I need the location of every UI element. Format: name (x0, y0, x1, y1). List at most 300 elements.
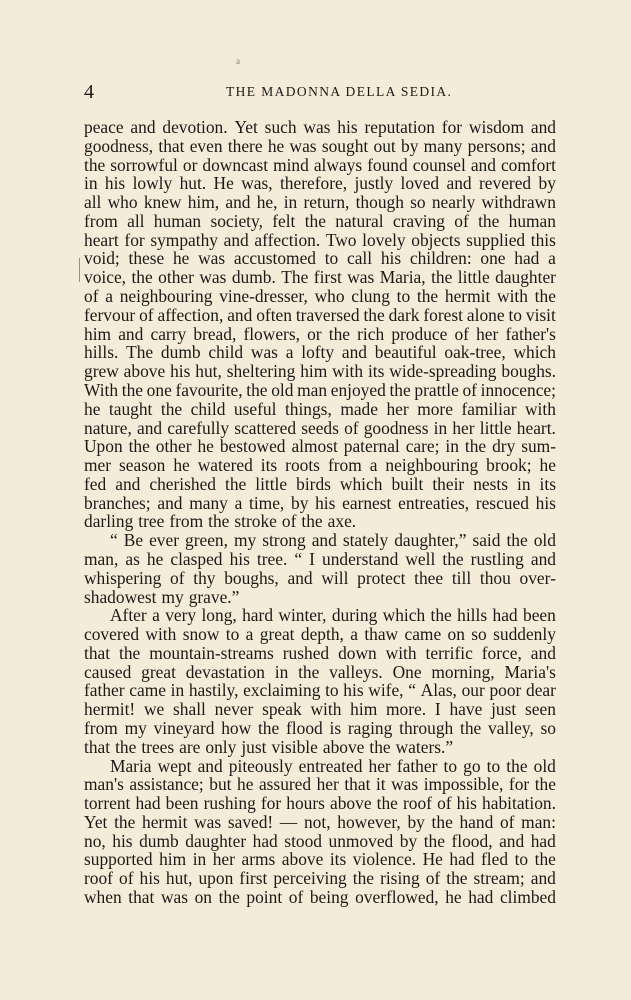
text-line (84, 381, 556, 400)
word: tree (138, 511, 165, 532)
word: such (264, 117, 297, 137)
word: till (451, 567, 472, 588)
word: with (385, 642, 417, 663)
word: With (84, 379, 119, 400)
word: the (464, 436, 487, 457)
word: the (363, 304, 385, 325)
word: was, (241, 173, 273, 194)
word: revered (479, 173, 532, 194)
text-line (84, 869, 556, 888)
word: the (442, 548, 464, 569)
word: his (170, 361, 191, 382)
word: of (281, 511, 297, 532)
word: out (373, 135, 396, 156)
text-line (84, 174, 556, 193)
word: daughter,” (394, 530, 467, 551)
word: devotion. (162, 117, 228, 137)
word: carry (150, 323, 187, 344)
word: “ (110, 530, 118, 551)
word: roof (84, 868, 113, 889)
word: a (245, 624, 254, 645)
word: was (289, 135, 317, 156)
word: so (410, 192, 426, 213)
word: branches; (84, 492, 151, 513)
word: justly (354, 173, 394, 194)
word: the (534, 849, 556, 870)
text-line (84, 644, 556, 663)
word: valley, (488, 718, 534, 738)
word: flood (286, 718, 323, 738)
word: his (315, 492, 336, 513)
word: for (124, 229, 145, 250)
word: however, (337, 811, 401, 832)
word: or (307, 323, 322, 344)
word: and (530, 548, 556, 569)
word: poor (489, 680, 522, 701)
word: thee (414, 567, 444, 588)
word: father's (505, 323, 556, 344)
text-line (84, 663, 556, 682)
text-line (84, 137, 556, 156)
word: almost (291, 436, 338, 457)
word: cherished (149, 473, 216, 494)
word: a (152, 605, 160, 626)
word: her (368, 755, 391, 776)
word: in (283, 192, 298, 213)
word: to (325, 680, 339, 701)
word: — (279, 811, 298, 832)
word: green, (185, 530, 228, 551)
word: on (194, 887, 212, 908)
word: felt (272, 210, 296, 231)
text-line (84, 757, 556, 776)
word: with (524, 398, 556, 419)
word: call (346, 248, 373, 269)
word: will (321, 567, 349, 588)
word: point (246, 887, 283, 908)
word: been (523, 605, 556, 626)
word: the (131, 267, 153, 288)
word: her (386, 398, 409, 419)
word: from (327, 455, 362, 476)
word: the (389, 379, 411, 400)
word: I (309, 548, 315, 569)
word: just (491, 699, 517, 720)
word: built (391, 473, 424, 494)
word: Maria, (379, 267, 426, 288)
word: the (246, 379, 268, 400)
word: torrent (84, 793, 131, 814)
word: stroke (234, 511, 277, 532)
word: for (260, 793, 282, 814)
word: for (441, 117, 463, 137)
word: many (189, 492, 228, 513)
word: things, (284, 398, 332, 419)
text-line (84, 212, 556, 231)
word: a (548, 248, 556, 269)
word: the (208, 511, 230, 532)
word: of (437, 793, 452, 814)
word: he (84, 398, 101, 419)
word: to (514, 849, 529, 870)
word: the (431, 811, 453, 832)
word: stream; (473, 868, 525, 889)
word: old (533, 530, 556, 551)
text-line (84, 249, 556, 268)
word: Alas, (420, 680, 457, 701)
word: him (159, 849, 187, 870)
word: alone (466, 304, 505, 325)
text-line (84, 362, 556, 381)
word: hermit (142, 811, 188, 832)
word: Upon (84, 436, 123, 457)
word: even (189, 135, 223, 156)
word: boughs. (501, 361, 556, 382)
word: stood (284, 830, 322, 851)
word: so (471, 624, 487, 645)
word: man, (84, 548, 119, 569)
word: supplied (466, 229, 526, 250)
word: was (160, 887, 188, 908)
word: in (84, 173, 98, 194)
text-line (84, 118, 556, 137)
word: from (84, 210, 118, 231)
word: he (146, 548, 164, 569)
word: long, (201, 605, 237, 626)
word: little (255, 473, 288, 494)
word: all (127, 210, 145, 231)
word: comfort (500, 154, 556, 175)
word: shadowest (84, 586, 157, 607)
word: and (341, 342, 367, 363)
word: goodness, (84, 135, 154, 156)
text-line (84, 231, 556, 250)
word: oak-tree, (444, 342, 506, 363)
word: was (347, 267, 375, 288)
word: he, (256, 192, 278, 213)
word: thy (193, 567, 216, 588)
word: favourite, (175, 379, 243, 400)
word: whispering (84, 567, 162, 588)
word: scattered (234, 417, 297, 438)
word: counsel (412, 154, 466, 175)
word: winter, (278, 605, 327, 626)
text-line (84, 531, 556, 550)
word: upon (198, 868, 234, 889)
word: by (401, 135, 419, 156)
word: rushed (282, 642, 330, 663)
word: suddenly (493, 624, 556, 645)
word: the (416, 286, 439, 307)
word: many (423, 135, 463, 156)
word: supported (84, 849, 153, 870)
word: its (539, 473, 556, 494)
word: there (227, 135, 263, 156)
word: great (141, 661, 176, 682)
word: saved! (227, 811, 274, 832)
word: from (84, 718, 118, 738)
word: to (486, 755, 501, 776)
word: he (445, 887, 462, 908)
word: a (369, 455, 378, 476)
word: rising (380, 868, 420, 889)
word: only (205, 736, 237, 757)
word: of (288, 887, 304, 908)
word: he (173, 455, 190, 476)
word: in (274, 661, 289, 682)
word: wife, (368, 680, 404, 701)
word: the (352, 868, 375, 889)
word: over- (519, 567, 556, 588)
text-line (84, 494, 556, 513)
word: terrific (425, 642, 473, 663)
word: hills. (84, 342, 119, 363)
text-line (84, 456, 556, 475)
word: exclaiming (243, 680, 321, 701)
word: who (314, 286, 345, 307)
word: and (157, 492, 183, 513)
word: other (155, 436, 192, 457)
word: useful (233, 398, 277, 419)
word: wide-spreading (389, 361, 497, 382)
word: lowly (132, 173, 173, 194)
word: mer (84, 455, 112, 476)
word: rescued (475, 492, 529, 513)
word: familiar (461, 398, 517, 419)
word: its (367, 361, 385, 382)
word: came (404, 624, 442, 645)
word: of (170, 567, 185, 588)
word: paternal (343, 436, 400, 457)
text-line (84, 512, 556, 531)
word: reputation (364, 117, 435, 137)
word: fervour (84, 304, 136, 325)
word: care; (405, 436, 440, 457)
word: had (492, 605, 518, 626)
word: with (310, 699, 342, 720)
word: hermit (444, 286, 491, 307)
word: her (212, 849, 235, 870)
word: my (124, 718, 147, 738)
word: prattle (414, 379, 459, 400)
word: and (130, 117, 156, 137)
word: from (169, 511, 204, 532)
word: brook; (486, 455, 532, 476)
word: knew (143, 192, 182, 213)
word: little (457, 267, 490, 288)
word: loved (400, 173, 440, 194)
word: is (329, 718, 342, 738)
word: her (476, 323, 499, 344)
text-line (84, 325, 556, 344)
word: had (514, 248, 540, 269)
word: rustling (470, 548, 524, 569)
word: the (431, 267, 453, 288)
word: hard (242, 605, 274, 626)
word: the (298, 661, 320, 682)
word: her (452, 417, 475, 438)
word: Yet (84, 811, 108, 832)
word: children: (409, 248, 472, 269)
word: entreated (298, 755, 363, 776)
word: on (447, 624, 465, 645)
word: waters.” (395, 736, 454, 757)
word: he (172, 248, 190, 269)
word: the (257, 718, 280, 738)
word: had (252, 830, 278, 851)
word: snow (182, 624, 220, 645)
text-line (84, 775, 556, 794)
word: the (115, 736, 137, 757)
word: wisdom (468, 117, 524, 137)
text-line (84, 400, 556, 419)
word: grave.” (188, 586, 240, 607)
word: in (433, 417, 448, 438)
word: of (119, 868, 134, 889)
word: of (425, 868, 441, 889)
word: fled (481, 849, 509, 870)
word: who (107, 192, 138, 213)
word: dear (526, 680, 556, 701)
word: He (213, 173, 234, 194)
word: him (84, 323, 112, 344)
word: not, (303, 811, 331, 832)
word: goodness (363, 417, 429, 438)
word: the (328, 323, 350, 344)
word: old (533, 755, 556, 776)
word: heart. (516, 417, 556, 438)
word: overflowed, (355, 887, 439, 908)
word: caused (84, 661, 132, 682)
word: with (332, 361, 364, 382)
word: to (396, 286, 411, 307)
word: withdrawn (481, 192, 556, 213)
word: and (530, 135, 556, 156)
word: and (530, 868, 556, 889)
word: in (445, 436, 459, 457)
word: hut. (179, 173, 207, 194)
word: wept (157, 755, 192, 776)
text-line (84, 681, 556, 700)
word: my (233, 530, 257, 551)
word: mind (273, 154, 309, 175)
word: the (160, 398, 183, 419)
word: season (119, 455, 166, 476)
word: the (506, 755, 528, 776)
word: the (369, 736, 391, 757)
word: voice, (84, 267, 127, 288)
word: lofty (301, 342, 335, 363)
word: seen (525, 699, 556, 720)
word: was (250, 342, 278, 363)
word: his (535, 492, 556, 513)
word: dark (388, 304, 420, 325)
word: these (128, 248, 165, 269)
word: how (221, 718, 252, 738)
word: for (508, 774, 530, 795)
body-text (84, 118, 556, 907)
word: and (227, 304, 253, 325)
word: man's (84, 774, 124, 795)
word: traversed (295, 304, 360, 325)
word: was (198, 248, 226, 269)
word: one (480, 248, 506, 269)
word: which (513, 342, 556, 363)
word: assistance; (129, 774, 204, 795)
word: Yet (234, 117, 258, 137)
word: sum- (521, 436, 556, 457)
word: he (539, 455, 556, 476)
word: morning, (431, 661, 495, 682)
word: clung (351, 286, 390, 307)
word: persons; (467, 135, 526, 156)
running-title: THE MADONNA DELLA SEDIA. (226, 84, 453, 99)
text-line (84, 794, 556, 813)
word: downcast (202, 154, 269, 175)
word: affection, (157, 304, 224, 325)
text-line (84, 569, 556, 588)
word: beautiful (374, 342, 437, 363)
word: man (297, 379, 328, 400)
word: thaw (364, 624, 399, 645)
word: depth, (300, 624, 344, 645)
word: by (399, 830, 418, 851)
word: of (462, 379, 477, 400)
word: first (239, 868, 268, 889)
word: above (123, 361, 166, 382)
word: his (343, 680, 364, 701)
word: he (237, 774, 254, 795)
word: first (313, 267, 342, 288)
text-line (84, 850, 556, 869)
word: with (145, 624, 177, 645)
word: often (256, 304, 292, 325)
word: so (540, 718, 556, 738)
text-line (84, 700, 556, 719)
word: taught (108, 398, 153, 419)
word: roof (402, 793, 432, 814)
word: by (407, 811, 425, 832)
word: ever (149, 530, 179, 551)
word: hastily, (188, 680, 239, 701)
word: or (182, 154, 198, 175)
word: father (84, 680, 125, 701)
word: grew (84, 361, 119, 382)
word: as (125, 548, 140, 569)
word: seeds (301, 417, 339, 438)
word: vineyard (153, 718, 215, 738)
word: tree. (256, 548, 288, 569)
word: enjoyed (330, 379, 386, 400)
word: entreaties, (398, 492, 470, 513)
word: the (84, 154, 106, 175)
word: have (449, 699, 483, 720)
word: just (241, 736, 267, 757)
word: He (422, 849, 443, 870)
word: his (139, 868, 160, 889)
word: dumb (139, 830, 179, 851)
word: above (330, 793, 372, 814)
word: climbed (499, 887, 556, 908)
word: and (115, 473, 141, 494)
word: understand (322, 548, 399, 569)
word: all (84, 192, 102, 213)
word: I (434, 699, 441, 720)
word: habitation. (482, 793, 556, 814)
word: return, (303, 192, 350, 213)
margin-mark (79, 258, 80, 282)
word: roots (285, 455, 320, 476)
